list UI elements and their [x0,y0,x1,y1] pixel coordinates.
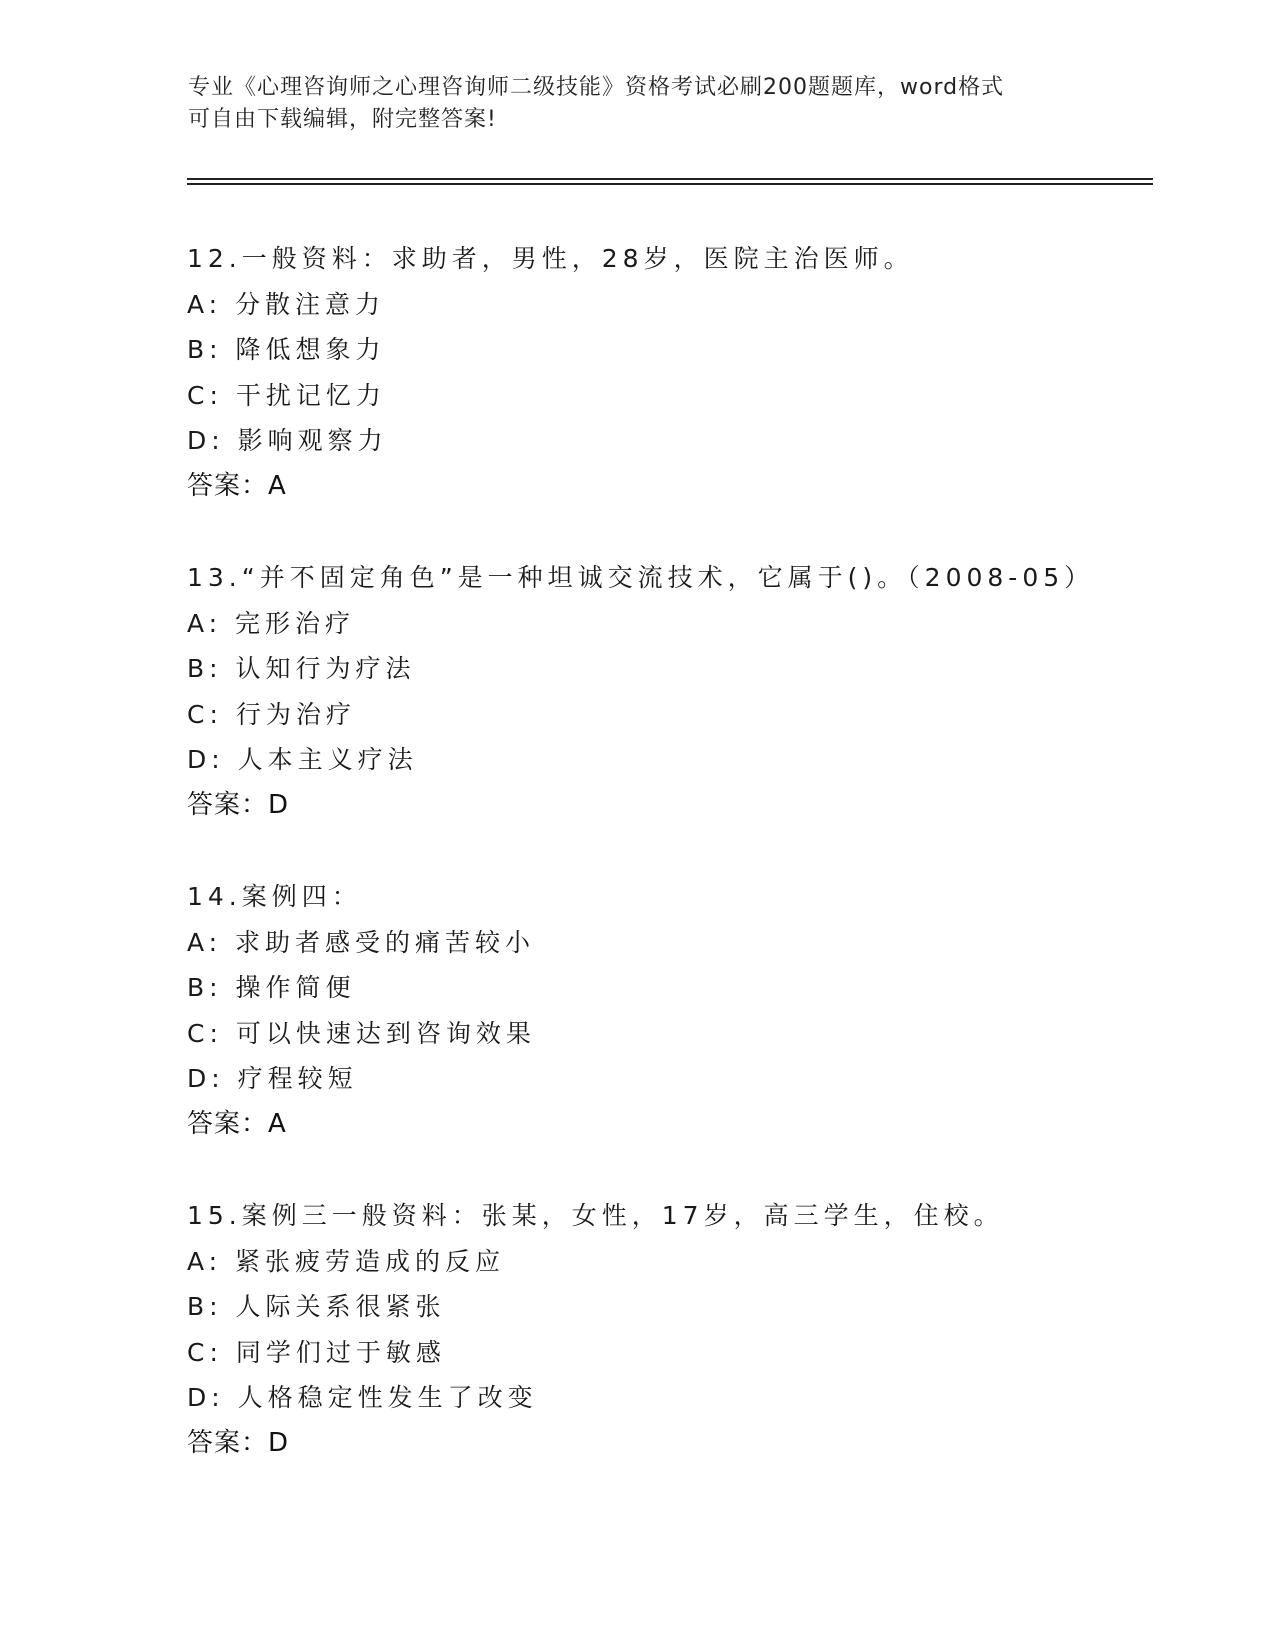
question-15 [187,1193,1177,1466]
question-stem: 13.“并不固定角色”是一种坦诚交流技术，它属于()。（2008-05） [187,563,1095,592]
question-stem: 12.一般资料：求助者，男性，28岁，医院主治医师。 [187,244,914,273]
header-divider-top [187,178,1153,180]
header-divider-bottom [187,183,1153,185]
option-a: A: 求助者感受的痛苦较小 [187,927,536,957]
option-c: C: 干扰记忆力 [187,380,386,410]
option-a: A: 紧张疲劳造成的反应 [187,1246,506,1276]
header-line-2: 可自由下载编辑，附完整答案! [188,107,497,132]
option-b: B: 认知行为疗法 [187,654,416,683]
document-header [188,72,1088,136]
answer: 答案：D [187,789,290,820]
option-b: B: 人际关系很紧张 [187,1292,446,1321]
option-a: A: 完形治疗 [187,608,356,638]
question-12 [187,236,1177,509]
option-c: C: 可以快速达到咨询效果 [187,1018,536,1048]
question-14 [187,874,1177,1147]
option-a: A: 分散注意力 [187,289,386,319]
header-line-1: 专业《心理咨询师之心理咨询师二级技能》资格考试必刷200题题库，word格式 [188,75,1005,100]
option-b: B: 操作简便 [187,973,356,1002]
question-list [187,236,1177,1512]
answer: 答案：A [187,470,287,501]
option-c: C: 同学们过于敏感 [187,1337,446,1367]
question-stem: 14.案例四： [187,882,362,911]
question-13 [187,555,1177,828]
option-b: B: 降低想象力 [187,335,386,364]
question-stem: 15.案例三一般资料：张某，女性，17岁，高三学生，住校。 [187,1201,1004,1230]
option-d: D: 人格稳定性发生了改变 [187,1383,538,1412]
option-d: D: 疗程较短 [187,1064,358,1093]
option-d: D: 人本主义疗法 [187,745,418,774]
answer: 答案：D [187,1427,290,1458]
answer: 答案：A [187,1108,287,1139]
option-d: D: 影响观察力 [187,426,388,455]
option-c: C: 行为治疗 [187,699,356,729]
